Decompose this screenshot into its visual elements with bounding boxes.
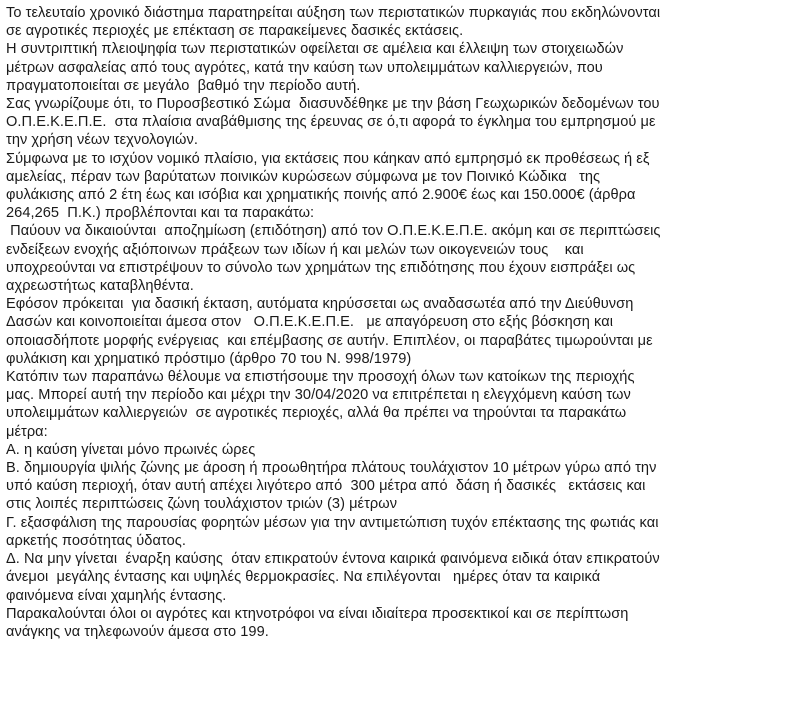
- text-line: σε αγροτικές περιοχές με επέκταση σε παρακείμενες δασικές εκτάσεις.: [6, 23, 464, 40]
- text-line: Β. δημιουργία ψιλής ζώνης με άροση ή προωθητήρα πλάτους τουλάχιστον 10 μέτρων γύρω από την: [6, 460, 657, 477]
- text-line: φυλάκισης από 2 έτη έως και ισόβια και χρηματικής ποινής από 2.900€ έως και 150.000€ (άρθρα: [6, 187, 636, 204]
- text-line: ανάγκης να τηλεφωνούν άμεσα στο 199.: [6, 623, 269, 640]
- measure-a: [6, 441, 794, 459]
- paragraph-forest-area: [6, 295, 794, 368]
- paragraph-attention: [6, 368, 794, 441]
- text-line: άνεμοι μεγάλης έντασης και υψηλές θερμοκρασίες. Να επιλέγονται ημέρες όταν τα καιρικά: [6, 569, 601, 586]
- text-line: στις λοιπές περιπτώσεις ζώνη τουλάχιστον τριών (3) μέτρων: [6, 496, 398, 513]
- text-line: αχρεωστήτως καταβληθέντα.: [6, 278, 194, 295]
- text-line: Ο.Π.Ε.Κ.Ε.Π.Ε. στα πλαίσια αναβάθμισης της έρευνας σε ό,τι αφορά το έγκλημα του εμπρησμού με: [6, 114, 656, 131]
- text-line: Η συντριπτική πλειοψηφία των περιστατικών οφείλεται σε αμέλεια και έλλειψη των στοιχειωδών: [6, 41, 624, 58]
- text-line: μέτρα:: [6, 423, 48, 440]
- measure-b: [6, 459, 794, 514]
- measure-d: [6, 550, 794, 605]
- text-line: Γ. εξασφάλιση της παρουσίας φορητών μέσων για την αντιμετώπιση τυχόν επέκτασης της φωτιάς και: [6, 514, 659, 531]
- text-line: ενδείξεων ενοχής αξιόποινων πράξεων των ιδίων ή και μελών των οικογενειών τους και: [6, 241, 584, 258]
- text-line: Παύουν να δικαιούνται αποζημίωση (επιδότηση) από τον Ο.Π.Ε.Κ.Ε.Π.Ε. ακόμη και σε περιπτώσεις: [6, 223, 661, 240]
- paragraph-legal-framework: [6, 150, 794, 223]
- text-line: αρκετής ποσότητας ύδατος.: [6, 532, 186, 549]
- text-line: οποιασδήποτε μορφής ενέργειας και επέμβασης σε αυτήν. Επιπλέον, οι παραβάτες τιμωρούνται με: [6, 332, 653, 349]
- paragraph-intro: [6, 4, 794, 40]
- text-line: μέτρων ασφαλείας από τους αγρότες, κατά την καύση των υπολειμμάτων καλλιεργειών, που: [6, 59, 603, 76]
- text-line: Δασών και κοινοποιείται άμεσα στον Ο.Π.Ε.Κ.Ε.Π.Ε. με απαγόρευση στο εξής βόσκηση και: [6, 314, 614, 331]
- text-line: την χρήση νέων τεχνολογιών.: [6, 132, 198, 149]
- paragraph-compensation: [6, 222, 794, 295]
- text-line: υπολειμμάτων καλλιεργειών σε αγροτικές περιοχές, αλλά θα πρέπει να τηρούνται τα παρακάτω: [6, 405, 627, 422]
- text-line: Σύμφωνα με το ισχύον νομικό πλαίσιο, για εκτάσεις που κάηκαν από εμπρησμό εκ προθέσεως ή εξ: [6, 150, 650, 167]
- text-line: πραγματοποιείται σε μεγάλο βαθμό την περίοδο αυτή.: [6, 77, 361, 94]
- text-line: φαινόμενα είναι χαμηλής έντασης.: [6, 587, 227, 604]
- text-line: Σας γνωρίζουμε ότι, το Πυροσβεστικό Σώμα διασυνδέθηκε με την βάση Γεωχωρικών δεδομένων του: [6, 96, 660, 113]
- text-line: υποχρεούνται να επιστρέψουν το σύνολο των χρημάτων της επιδότησης που έχουν εισπράξει ως: [6, 259, 636, 276]
- text-line: Δ. Να μην γίνεται έναρξη καύσης όταν επικρατούν έντονα καιρικά φαινόμενα ειδικά όταν επικρατούν: [6, 551, 660, 568]
- text-line: υπό καύση περιοχή, όταν αυτή απέχει λιγότερο από 300 μέτρα από δάση ή δασικές εκτάσεις και: [6, 478, 646, 495]
- text-line: Παρακαλούνται όλοι οι αγρότες και κτηνοτρόφοι να είναι ιδιαίτερα προσεκτικοί και σε περίπτωση: [6, 605, 629, 622]
- text-line: Κατόπιν των παραπάνω θέλουμε να επιστήσουμε την προσοχή όλων των κατοίκων της περιοχής: [6, 369, 635, 386]
- text-line: Το τελευταίο χρονικό διάστημα παρατηρείται αύξηση των περιστατικών πυρκαγιάς που εκδηλώνονται: [6, 5, 661, 21]
- text-line: 264,265 Π.Κ.) προβλέπονται και τα παρακάτω:: [6, 205, 315, 222]
- paragraph-negligence: [6, 40, 794, 95]
- text-line: φυλάκιση και χρηματικό πρόστιμο (άρθρο 70 του Ν. 998/1979): [6, 350, 412, 367]
- text-line: μας. Μπορεί αυτή την περίοδο και μέχρι την 30/04/2020 να επιτρέπεται η ελεγχόμενη καύση των: [6, 387, 631, 404]
- paragraph-fire-service: [6, 95, 794, 150]
- paragraph-closing: [6, 605, 794, 641]
- measure-c: [6, 514, 794, 550]
- text-line: αμελείας, πέραν των βαρύτατων ποινικών κυρώσεων σύμφωνα με τον Ποινικό Κώδικα της: [6, 168, 601, 185]
- text-line: Α. η καύση γίνεται μόνο πρωινές ώρες: [6, 441, 256, 458]
- text-line: Εφόσον πρόκειται για δασική έκταση, αυτόματα κηρύσσεται ως αναδασωτέα από την Διεύθυνση: [6, 296, 634, 313]
